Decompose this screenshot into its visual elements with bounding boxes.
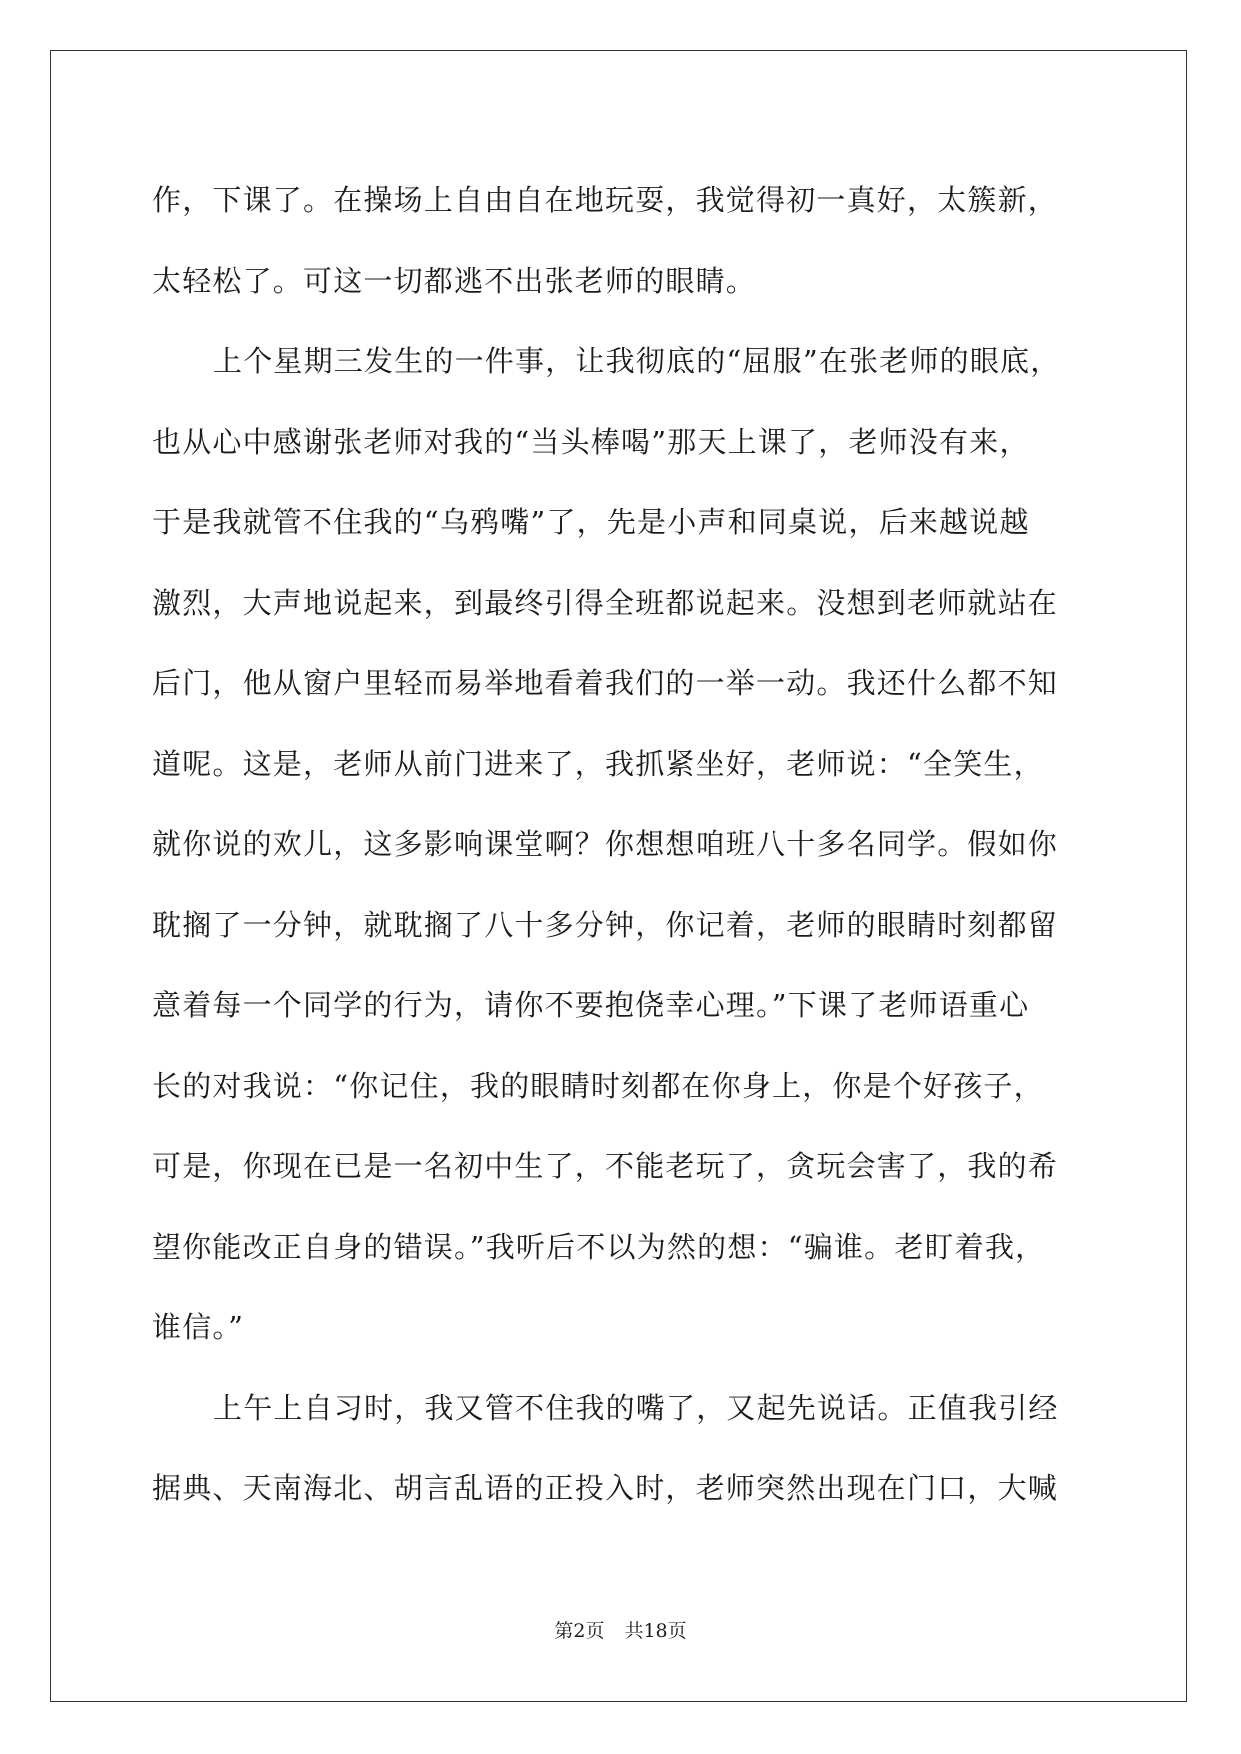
text-line: 意着每一个同学的行为，请你不要抱侥幸心理。”下课了老师语重心 (152, 988, 1030, 1022)
text-line: 也从心中感谢张老师对我的“当头棒喝”那天上课了，老师没有来， (152, 424, 1030, 459)
text-line: 太轻松了。可这一切都逃不出张老师的眼睛。 (152, 263, 757, 298)
text-line: 就你说的欢儿，这多影响课堂啊？你想想咱班八十多名同学。假如你 (152, 827, 1059, 861)
text-line: 谁信。” (152, 1310, 245, 1344)
page-number: 第2页 (554, 1620, 605, 1642)
text-line: 耽搁了一分钟，就耽搁了八十多分钟，你记着，老师的眼睛时刻都留 (152, 907, 1059, 942)
text-line: 据典、天南海北、胡言乱语的正投入时，老师突然出现在门口，大喊 (152, 1471, 1059, 1505)
text-line: 于是我就管不住我的“乌鸦嘴”了，先是小声和同桌说，后来越说越 (152, 505, 1030, 539)
text-line: 可是，你现在已是一名初中生了，不能老玩了，贪玩会害了，我的希 (152, 1149, 1059, 1183)
page-total: 共18页 (624, 1620, 687, 1642)
document-body (152, 160, 1102, 1529)
paragraph-start-line: 上个星期三发生的一件事，让我彻底的“屈服”在张老师的眼底， (213, 344, 1061, 378)
text-line: 长的对我说：“你记住，我的眼睛时刻都在你身上，你是个好孩子， (152, 1068, 1044, 1103)
text-line: 道呢。这是，老师从前门进来了，我抓紧坐好，老师说：“全笑生， (152, 746, 1044, 781)
text-line: 激烈，大声地说起来，到最终引得全班都说起来。没想到老师就站在 (152, 585, 1059, 620)
text-line: 望你能改正自身的错误。”我听后不以为然的想：“骗谁。老盯着我， (152, 1229, 1046, 1264)
text-line: 作，下课了。在操场上自由自在地玩耍，我觉得初一真好，太簇新， (152, 183, 1059, 217)
text-line: 后门，他从窗户里轻而易举地看着我们的一举一动。我还什么都不知 (152, 666, 1059, 700)
page-footer (0, 1616, 1241, 1643)
paragraph-start-line: 上午上自习时，我又管不住我的嘴了，又起先说话。正值我引经 (213, 1390, 1059, 1425)
